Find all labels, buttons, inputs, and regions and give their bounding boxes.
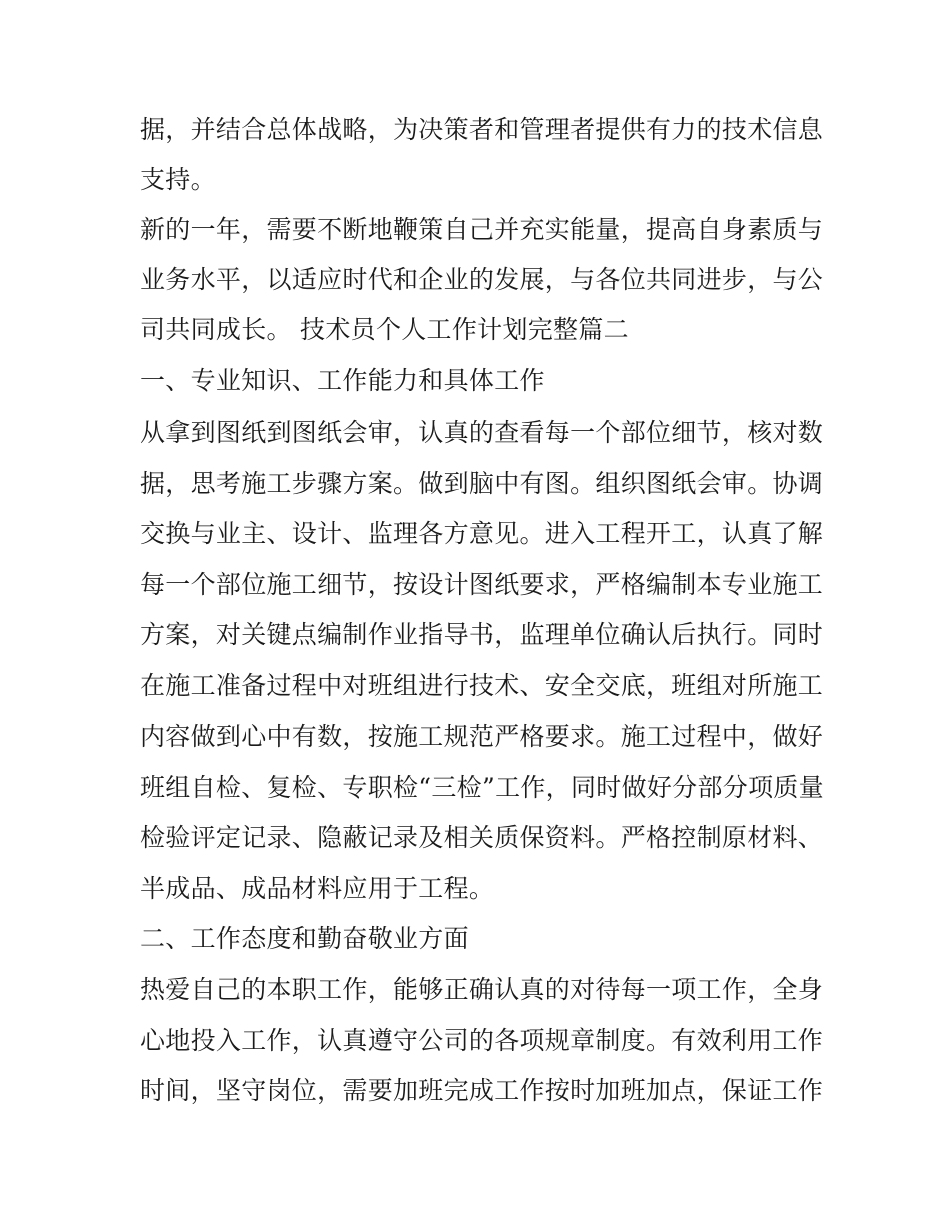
section-heading: 二、工作态度和勤奋敬业方面 (140, 924, 469, 953)
text-line: 从拿到图纸到图纸会审，认真的查看每一个部位细节，核对数 (140, 418, 824, 447)
text-line: 时间，坚守岗位，需要加班完成工作按时加班加点，保证工作 (140, 1076, 824, 1105)
text-line: 热爱自己的本职工作，能够正确认真的对待每一项工作，全身 (140, 975, 824, 1004)
text-line: 业务水平，以适应时代和企业的发展，与各位共同进步，与公 (140, 265, 824, 294)
text-line: 据，并结合总体战略，为决策者和管理者提供有力的技术信息 (140, 115, 824, 144)
text-line: 支持。 (140, 165, 216, 194)
text-line: 每一个部位施工细节，按设计图纸要求，严格编制本专业施工 (140, 570, 824, 599)
text-line: 心地投入工作，认真遵守公司的各项规章制度。有效利用工作 (140, 1026, 824, 1055)
text-line: 新的一年，需要不断地鞭策自己并充实能量，提高自身素质与 (140, 215, 824, 244)
text-line: 检验评定记录、隐蔽记录及相关质保资料。严格控制原材料、 (140, 823, 824, 852)
text-line: 内容做到心中有数，按施工规范严格要求。施工过程中，做好 (140, 722, 824, 751)
text-line: 司共同成长。 技术员个人工作计划完整篇二 (140, 315, 629, 344)
text-line: 据，思考施工步骤方案。做到脑中有图。组织图纸会审。协调 (140, 469, 824, 498)
text-line: 交换与业主、设计、监理各方意见。进入工程开工，认真了解 (140, 519, 824, 548)
text-line: 半成品、成品材料应用于工程。 (140, 874, 495, 903)
text-line: 方案，对关键点编制作业指导书，监理单位确认后执行。同时 (140, 620, 824, 649)
text-line: 班组自检、复检、专职检“三检”工作，同时做好分部分项质量 (140, 773, 824, 802)
text-line: 在施工准备过程中对班组进行技术、安全交底，班组对所施工 (140, 671, 824, 700)
section-heading: 一、专业知识、工作能力和具体工作 (140, 366, 545, 395)
